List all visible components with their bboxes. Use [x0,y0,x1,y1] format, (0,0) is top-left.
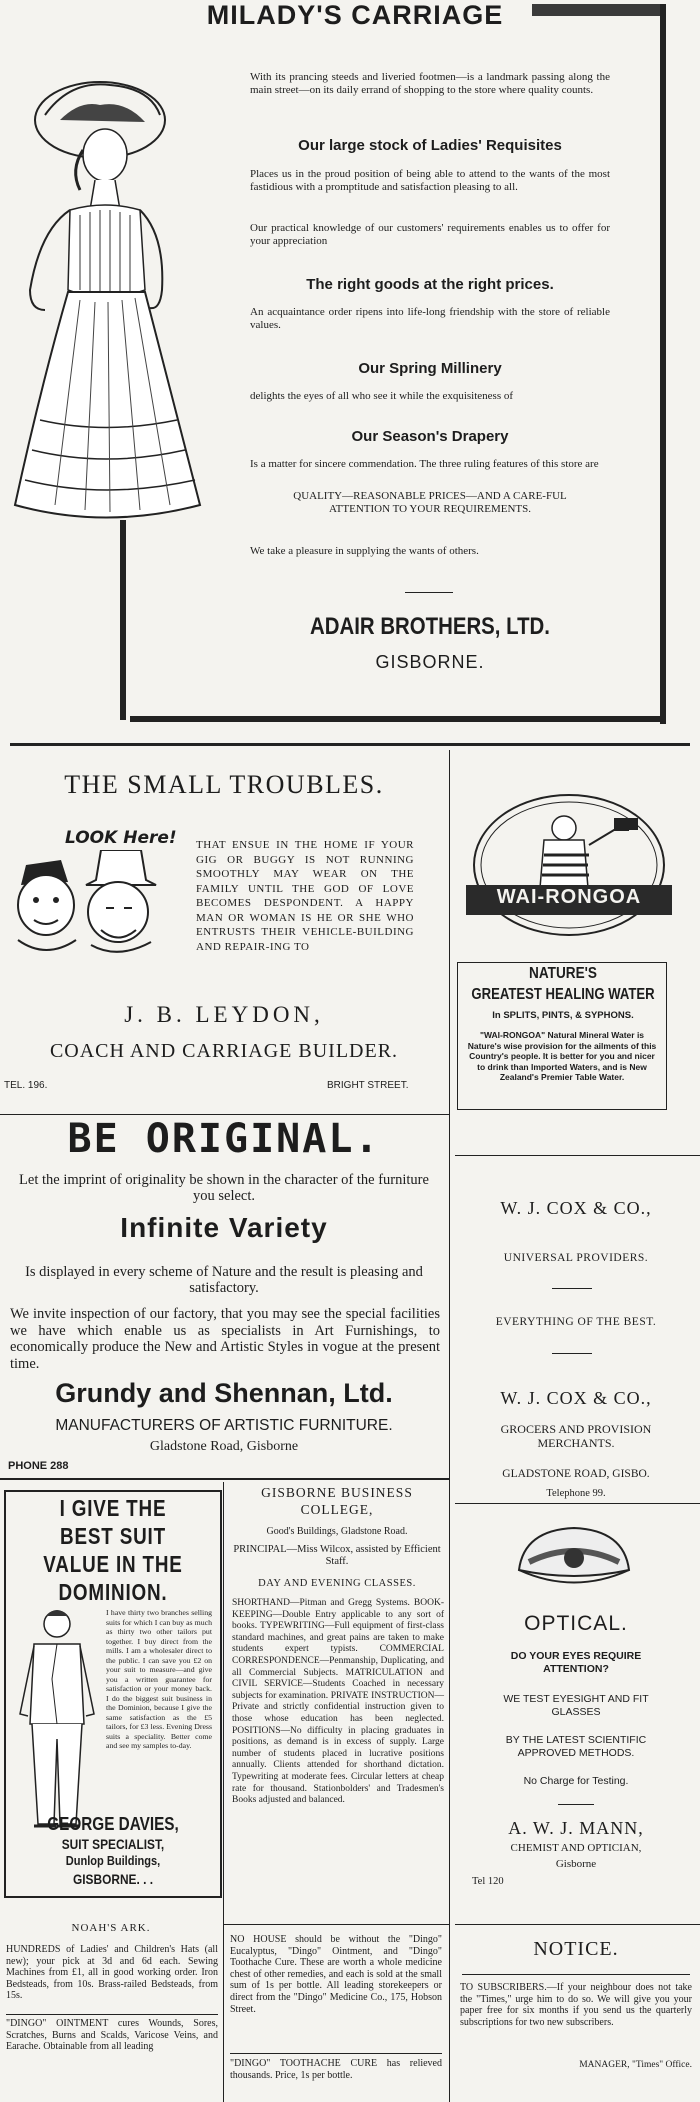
notice-ad [452,1926,700,2102]
optical-test: WE TEST EYESIGHT AND FIT GLASSES [503,1693,649,1718]
dingo-body: NO HOUSE should be without the "Dingo" Eucalyptus, "Dingo" Ointment, and "Dingo" Toothache Cure. These are worth a whole medicine chest of other remedies, and each is sold at the small sum of 1s per bottle. All leading storekeepers or direct from the "Dingo" Medicine Co., 175, Hobson Street. [230,1934,442,2015]
cox-address: GLADSTONE ROAD, GISBO. [502,1468,650,1480]
optical-town: Gisborne [555,1858,597,1870]
wairongoa-h1: NATURE'S [529,965,597,982]
college-classes: DAY AND EVENING CLASSES. [258,1578,416,1589]
grundy-ad [0,1116,448,1476]
milady-title: MILADY'S CARRIAGE [206,0,504,30]
optical-trade: CHEMIST AND OPTICIAN, [510,1842,642,1854]
milady-p3: delights the eyes of all who see it while the exquisiteness of [250,390,514,402]
notice-title: NOTICE. [533,1938,619,1960]
grundy-p1: Is displayed in every scheme of Nature and the result is pleasing and satisfactory. [25,1264,423,1296]
grundy-firm: Grundy and Shennan, Ltd. [55,1378,393,1408]
ark-body: HUNDREDS of Ladies' and Children's Hats (all new); your pick at 3d and 6d each. Sewing Machines from £1, all in good working order. Iron Bedsteads, from 10s. Brass-railed Bedsteads, from 15s. [6,1944,218,2002]
dingo-tooth: "DINGO" TOOTHACHE CURE has relieved thousands. Price, 1s per bottle. [230,2058,442,2081]
leydon-look: LOOK Here! [65,828,177,848]
wairongoa-banner: WAI-RONGOA [496,886,642,908]
milady-p1a: Places us in the proud position of being able to attend to the wants of the most fastidious with a promptitude and satisfaction pleasing to all. [250,168,610,193]
leydon-trade: COACH AND CARRIAGE BUILDER. [49,1040,399,1062]
leydon-body: THAT ENSUE IN THE HOME IF YOUR GIG OR BUGGY IS NOT RUNNING SMOOTHLY MAY WEAR ON THE FAMILY UNTIL THE GOD OF LOVE BECOMES DESPONDENT. A HAPPY MAN OR WOMAN IS HE OR SHE WHO ENTRUSTS THEIR VEHICLE-BUILDING AND REPAIR-ING TO [196,839,414,953]
wairongoa-body: "WAI-RONGOA" Natural Mineral Water is Nature's wise provision for the ailments of this Country's people. It is better for you and nicer to drink than Imported Waters, and is New Zealand's Premier Table Water. [467,1030,657,1082]
man-illustration [12,1604,102,1834]
davies-bldg: Dunlop Buildings, [65,1853,161,1868]
davies-body: I have thirty two branches selling suits for which I can buy as much as thirty two other tailors put together. I buy direct from the mills. I am a wholesaler direct to the public. I can save you £2 on your suit to measure—and give you a written guarantee for satisfaction or your money back. I do the biggest suit business in the Dominion, because I give the same satisfaction as the £5 tailors, for £3 less. Evening Dress suits a speciality. Better come and see my samples to-day. [106,1608,212,1750]
section-rule-1 [10,743,690,746]
optical-title: OPTICAL. [524,1612,628,1635]
grundy-phone: PHONE 288 [8,1460,69,1472]
davies-town: GISBORNE. . . [72,1871,154,1887]
lady-illustration [0,60,210,530]
college-body: SHORTHAND—Pitman and Gregg Systems. BOOK-KEEPING—Double Entry applicable to any sort of books. TYPEWRITING—Full equipment of first-class standard machines, and great pains are taken to make students expert typists. COMMERCIAL CORRESPONDENCE—Penmanship, Duplicating, and all Commercial Subjects. MATRICULATION and CIVIL SERVICE—Students Coached in necessary subjects for examination. PRIVATE INSTRUCTION—Private and strictly confidential instruction given to those whose education has been neglected. POSITIONS—No difficulty in placing graduates in positions, as demand is in excess of supply. Large number of students placed in lucrative positions annually. Clients attended for shorthand dictation. Typewriting at moderate fees. Circular letters at cheap rate for thousand. Stationbolders' and Tradesmen's Books adjusted and balanced. [232,1598,444,1806]
wairongoa-ad [452,750,700,1110]
milady-p2: An acquaintance order ripens into life-long friendship with the store of reliable values. [250,306,610,331]
cox-phone: Telephone 99. [546,1488,606,1499]
cox-divider-2 [552,1353,592,1354]
cox-name1: W. J. COX & CO., [500,1198,652,1218]
milady-divider [405,592,453,593]
cox-tag2: EVERYTHING OF THE BEST. [495,1316,657,1328]
grundy-variety: Infinite Variety [120,1212,328,1243]
milady-h4: Our Season's Drapery [351,428,509,445]
grundy-p2: We invite inspection of our factory, that you may see the special facilities we have which enable us as specialists in Art Furnishings, to economically produce the New and Artistic Styles in vogue at the present time. [10,1306,440,1372]
frame-top-bar [532,4,664,16]
leydon-street: BRIGHT STREET. [327,1080,409,1091]
section-rule-notice [455,1924,700,1925]
eye-illustration [514,1520,634,1600]
cox-trade: GROCERS AND PROVISION MERCHANTS. [500,1422,652,1450]
leydon-name: J. B. LEYDON, [124,1002,324,1027]
college-title: GISBORNE BUSINESS COLLEGE, [261,1485,413,1517]
davies-trade: SUIT SPECIALIST, [61,1836,165,1852]
column-divider-left [223,1482,224,2102]
college-principal: PRINCIPAL—Miss Wilcox, assisted by Efficient Staff. [233,1544,441,1567]
milady-intro: With its prancing steeds and liveried footmen—is a landmark passing along the main street—on its daily errand of shopping to the store where quality counts. [250,71,610,96]
ark-rule [6,2014,218,2015]
section-rule-wr [455,1155,700,1156]
section-rule-dingo [224,1924,449,1925]
optical-name: A. W. J. MANN, [508,1818,644,1838]
milady-quality: QUALITY—REASONABLE PRICES—AND A CARE-FUL ATTENTION TO YOUR REQUIREMENTS. [293,490,567,515]
cox-name2: W. J. COX & CO., [500,1388,652,1408]
grundy-title: BE ORIGINAL. [67,1116,381,1162]
figures-illustration [6,850,176,960]
ark-dingo: "DINGO" OINTMENT cures Wounds, Sores, Scratches, Burns and Scalds, Varicose Veins, and Earache. Obtainable from all leading [6,2018,218,2053]
davies-headline: I GIVE THE BEST SUIT VALUE IN THE DOMINION. [43,1495,183,1605]
wairongoa-sub: In SPLITS, PINTS, & SYPHONS. [492,1010,634,1021]
college-addr: Good's Buildings, Gladstone Road. [266,1526,408,1537]
optical-method: BY THE LATEST SCIENTIFIC APPROVED METHODS. [505,1734,647,1759]
optical-q: DO YOUR EYES REQUIRE ATTENTION? [510,1650,642,1675]
dingo-ad [228,1928,446,2102]
milady-h2: The right goods at the right prices. [306,276,554,293]
column-divider [449,750,450,2102]
grundy-trade: MANUFACTURERS OF ARTISTIC FURNITURE. [55,1417,393,1434]
optical-charge: No Charge for Testing. [523,1775,629,1787]
grundy-intro: Let the imprint of originality be shown in the character of the furniture you select. [19,1172,429,1204]
ark-ad [0,1922,222,2102]
dingo-rule [230,2053,442,2054]
milady-p1b: Our practical knowledge of our customers' requirements enables us to offer for your appreciation [250,222,610,247]
ark-title: NOAH'S ARK. [71,1922,151,1934]
frame-left [120,520,126,720]
notice-sign: MANAGER, "Times" Office. [579,2060,692,2070]
frame-right [660,4,666,724]
cox-divider-1 [552,1288,592,1289]
milady-firm: ADAIR BROTHERS, LTD. [310,613,550,640]
milady-town: GISBORNE. [375,652,485,672]
davies-name: GEORGE DAVIES, [47,1814,179,1834]
leydon-tel: TEL. 196. [4,1080,48,1091]
optical-tel: Tel 120 [472,1876,504,1887]
leydon-ad [0,750,448,1110]
optical-divider [558,1804,594,1805]
cox-tag1: UNIVERSAL PROVIDERS. [503,1252,649,1264]
notice-rule [462,1974,690,1975]
section-rule-opt [455,1503,700,1504]
college-ad [228,1484,446,1924]
section-rule-3 [0,1478,449,1480]
milady-h3: Our Spring Millinery [358,360,502,377]
wairongoa-h2: GREATEST HEALING WATER [471,986,655,1003]
milady-p4: Is a matter for sincere commendation. The three ruling features of this store are [250,458,599,470]
milady-h1: Our large stock of Ladies' Requisites [298,137,562,154]
wairongoa-emblem [464,790,674,940]
milady-pleasure: We take a pleasure in supplying the wants of others. [250,545,479,557]
grundy-address: Gladstone Road, Gisborne [149,1439,299,1454]
milady-ad [0,0,700,740]
cox-ad [452,1160,700,1499]
leydon-title: THE SMALL TROUBLES. [64,770,384,799]
optical-ad [452,1506,700,1926]
section-rule-2 [0,1114,449,1115]
frame-bottom [130,716,666,722]
davies-ad [4,1490,222,1898]
notice-body: TO SUBSCRIBERS.—If your neighbour does not take the "Times," urge him to do so. We will give you your paper free for six months if you send us the quarterly subscriptions for two new subscribers. [460,1982,692,2028]
